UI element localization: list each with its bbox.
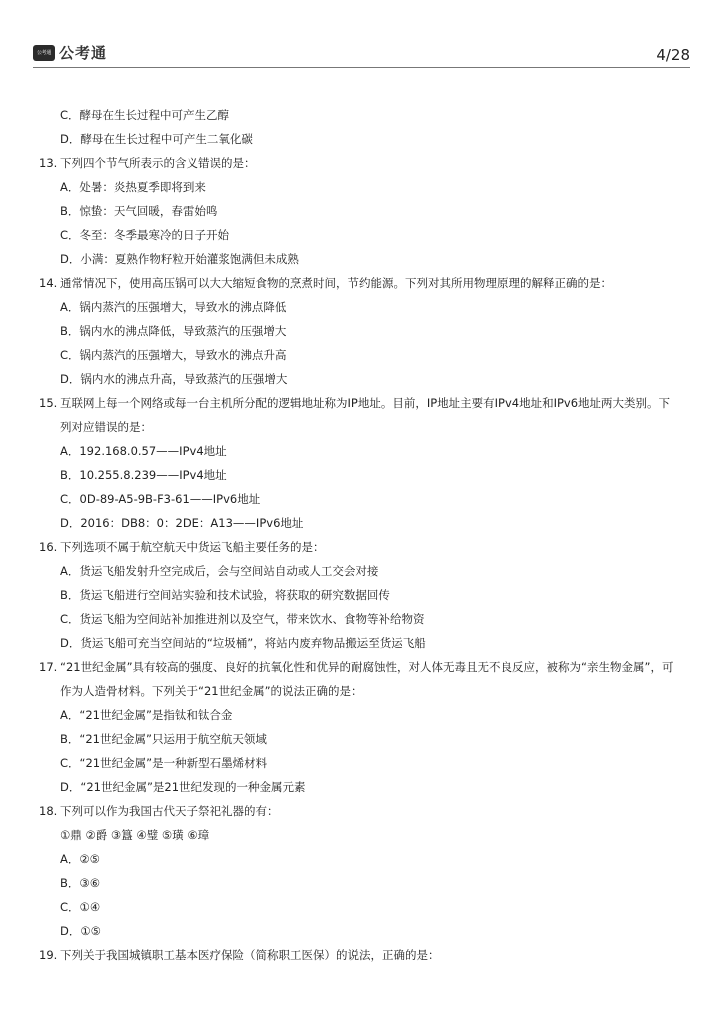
answer-option: C．“21世纪金属”是一种新型石墨烯材料 xyxy=(60,756,268,770)
answer-option: D．“21世纪金属”是21世纪发现的一种金属元素 xyxy=(60,780,306,794)
answer-option: A．处暑：炎热夏季即将到来 xyxy=(60,180,206,194)
answer-option: D．小满：夏熟作物籽粒开始灌浆饱满但未成熟 xyxy=(60,252,299,266)
logo-icon: 公考通 xyxy=(33,45,55,61)
answer-option: C．酵母在生长过程中可产生乙醇 xyxy=(60,108,230,122)
logo xyxy=(33,42,107,63)
answer-option: A．192.168.0.57——IPv4地址 xyxy=(60,444,227,458)
question-stem xyxy=(39,799,689,823)
answer-option: C．①④ xyxy=(60,900,101,914)
question-list xyxy=(39,103,689,967)
question-stem xyxy=(39,943,689,967)
answer-option: B．货运飞船进行空间站实验和技术试验，将获取的研究数据回传 xyxy=(60,588,390,602)
question-text: “21世纪金属”具有较高的强度、良好的抗氧化性和优异的耐腐蚀性，对人体无毒且无不良反应，被称为“亲生物金属”，可 xyxy=(60,660,674,674)
question-stem xyxy=(39,151,689,175)
answer-option: C．0D-89-A5-9B-F3-61——IPv6地址 xyxy=(60,492,261,506)
question-number: 14. xyxy=(39,276,58,290)
question-number: 16. xyxy=(39,540,58,554)
question-text-continued: 作为人造骨材料。下列关于“21世纪金属”的说法正确的是： xyxy=(60,684,363,698)
question-text: 通常情况下，使用高压锅可以大大缩短食物的烹煮时间，节约能源。下列对其所用物理原理的解释正确的是： xyxy=(60,276,612,290)
answer-option: A．锅内蒸汽的压强增大，导致水的沸点降低 xyxy=(60,300,287,314)
page-header xyxy=(33,40,690,68)
answer-option: D．①⑤ xyxy=(60,924,101,938)
answer-option: B．惊蛰：天气回暖，春雷始鸣 xyxy=(60,204,218,218)
answer-option: D．锅内水的沸点升高，导致蒸汽的压强增大 xyxy=(60,372,288,386)
question-stem xyxy=(39,535,689,559)
answer-option: B．“21世纪金属”只运用于航空航天领域 xyxy=(60,732,267,746)
answer-option: C．货运飞船为空间站补加推进剂以及空气，带来饮水、食物等补给物资 xyxy=(60,612,425,626)
answer-option: A．②⑤ xyxy=(60,852,100,866)
header-divider xyxy=(33,67,690,68)
question-text: 互联网上每一个网络或每一台主机所分配的逻辑地址称为IP地址。目前，IP地址主要有IPv4地址和IPv6地址两大类别。下 xyxy=(60,396,671,410)
question-number: 13. xyxy=(39,156,58,170)
answer-option: A．货运飞船发射升空完成后，会与空间站自动或人工交会对接 xyxy=(60,564,379,578)
question-stem xyxy=(39,271,689,295)
question-text: 下列可以作为我国古代天子祭祀礼器的有： xyxy=(60,804,279,818)
question-number: 17. xyxy=(39,660,58,674)
answer-option: D．2016：DB8：0：2DE：A13——IPv6地址 xyxy=(60,516,304,530)
answer-option: A．“21世纪金属”是指钛和钛合金 xyxy=(60,708,233,722)
question-text: 下列关于我国城镇职工基本医疗保险（简称职工医保）的说法，正确的是： xyxy=(60,948,440,962)
question-number: 19. xyxy=(39,948,58,962)
question-number: 15. xyxy=(39,396,58,410)
question-text-continued: 列对应错误的是： xyxy=(60,420,152,434)
question-stem xyxy=(39,655,689,679)
answer-option: D．货运飞船可充当空间站的“垃圾桶”，将站内废弃物品搬运至货运飞船 xyxy=(60,636,426,650)
answer-option: D．酵母在生长过程中可产生二氧化碳 xyxy=(60,132,253,146)
answer-option: B．10.255.8.239——IPv4地址 xyxy=(60,468,227,482)
question-stem xyxy=(39,391,689,415)
answer-option: B．③⑥ xyxy=(60,876,101,890)
question-text: 下列选项不属于航空航天中货运飞船主要任务的是： xyxy=(60,540,325,554)
question-number: 18. xyxy=(39,804,58,818)
answer-option: C．锅内蒸汽的压强增大，导致水的沸点升高 xyxy=(60,348,287,362)
logo-text: 公考通 xyxy=(59,44,108,62)
answer-option: C．冬至：冬季最寒冷的日子开始 xyxy=(60,228,230,242)
answer-option: B．锅内水的沸点降低，导致蒸汽的压强增大 xyxy=(60,324,287,338)
question-text: 下列四个节气所表示的含义错误的是： xyxy=(60,156,256,170)
answer-option: ①鼎 ②爵 ③簋 ④璧 ⑤璜 ⑥璋 xyxy=(60,828,210,842)
page-number: 4/28 xyxy=(656,46,690,64)
